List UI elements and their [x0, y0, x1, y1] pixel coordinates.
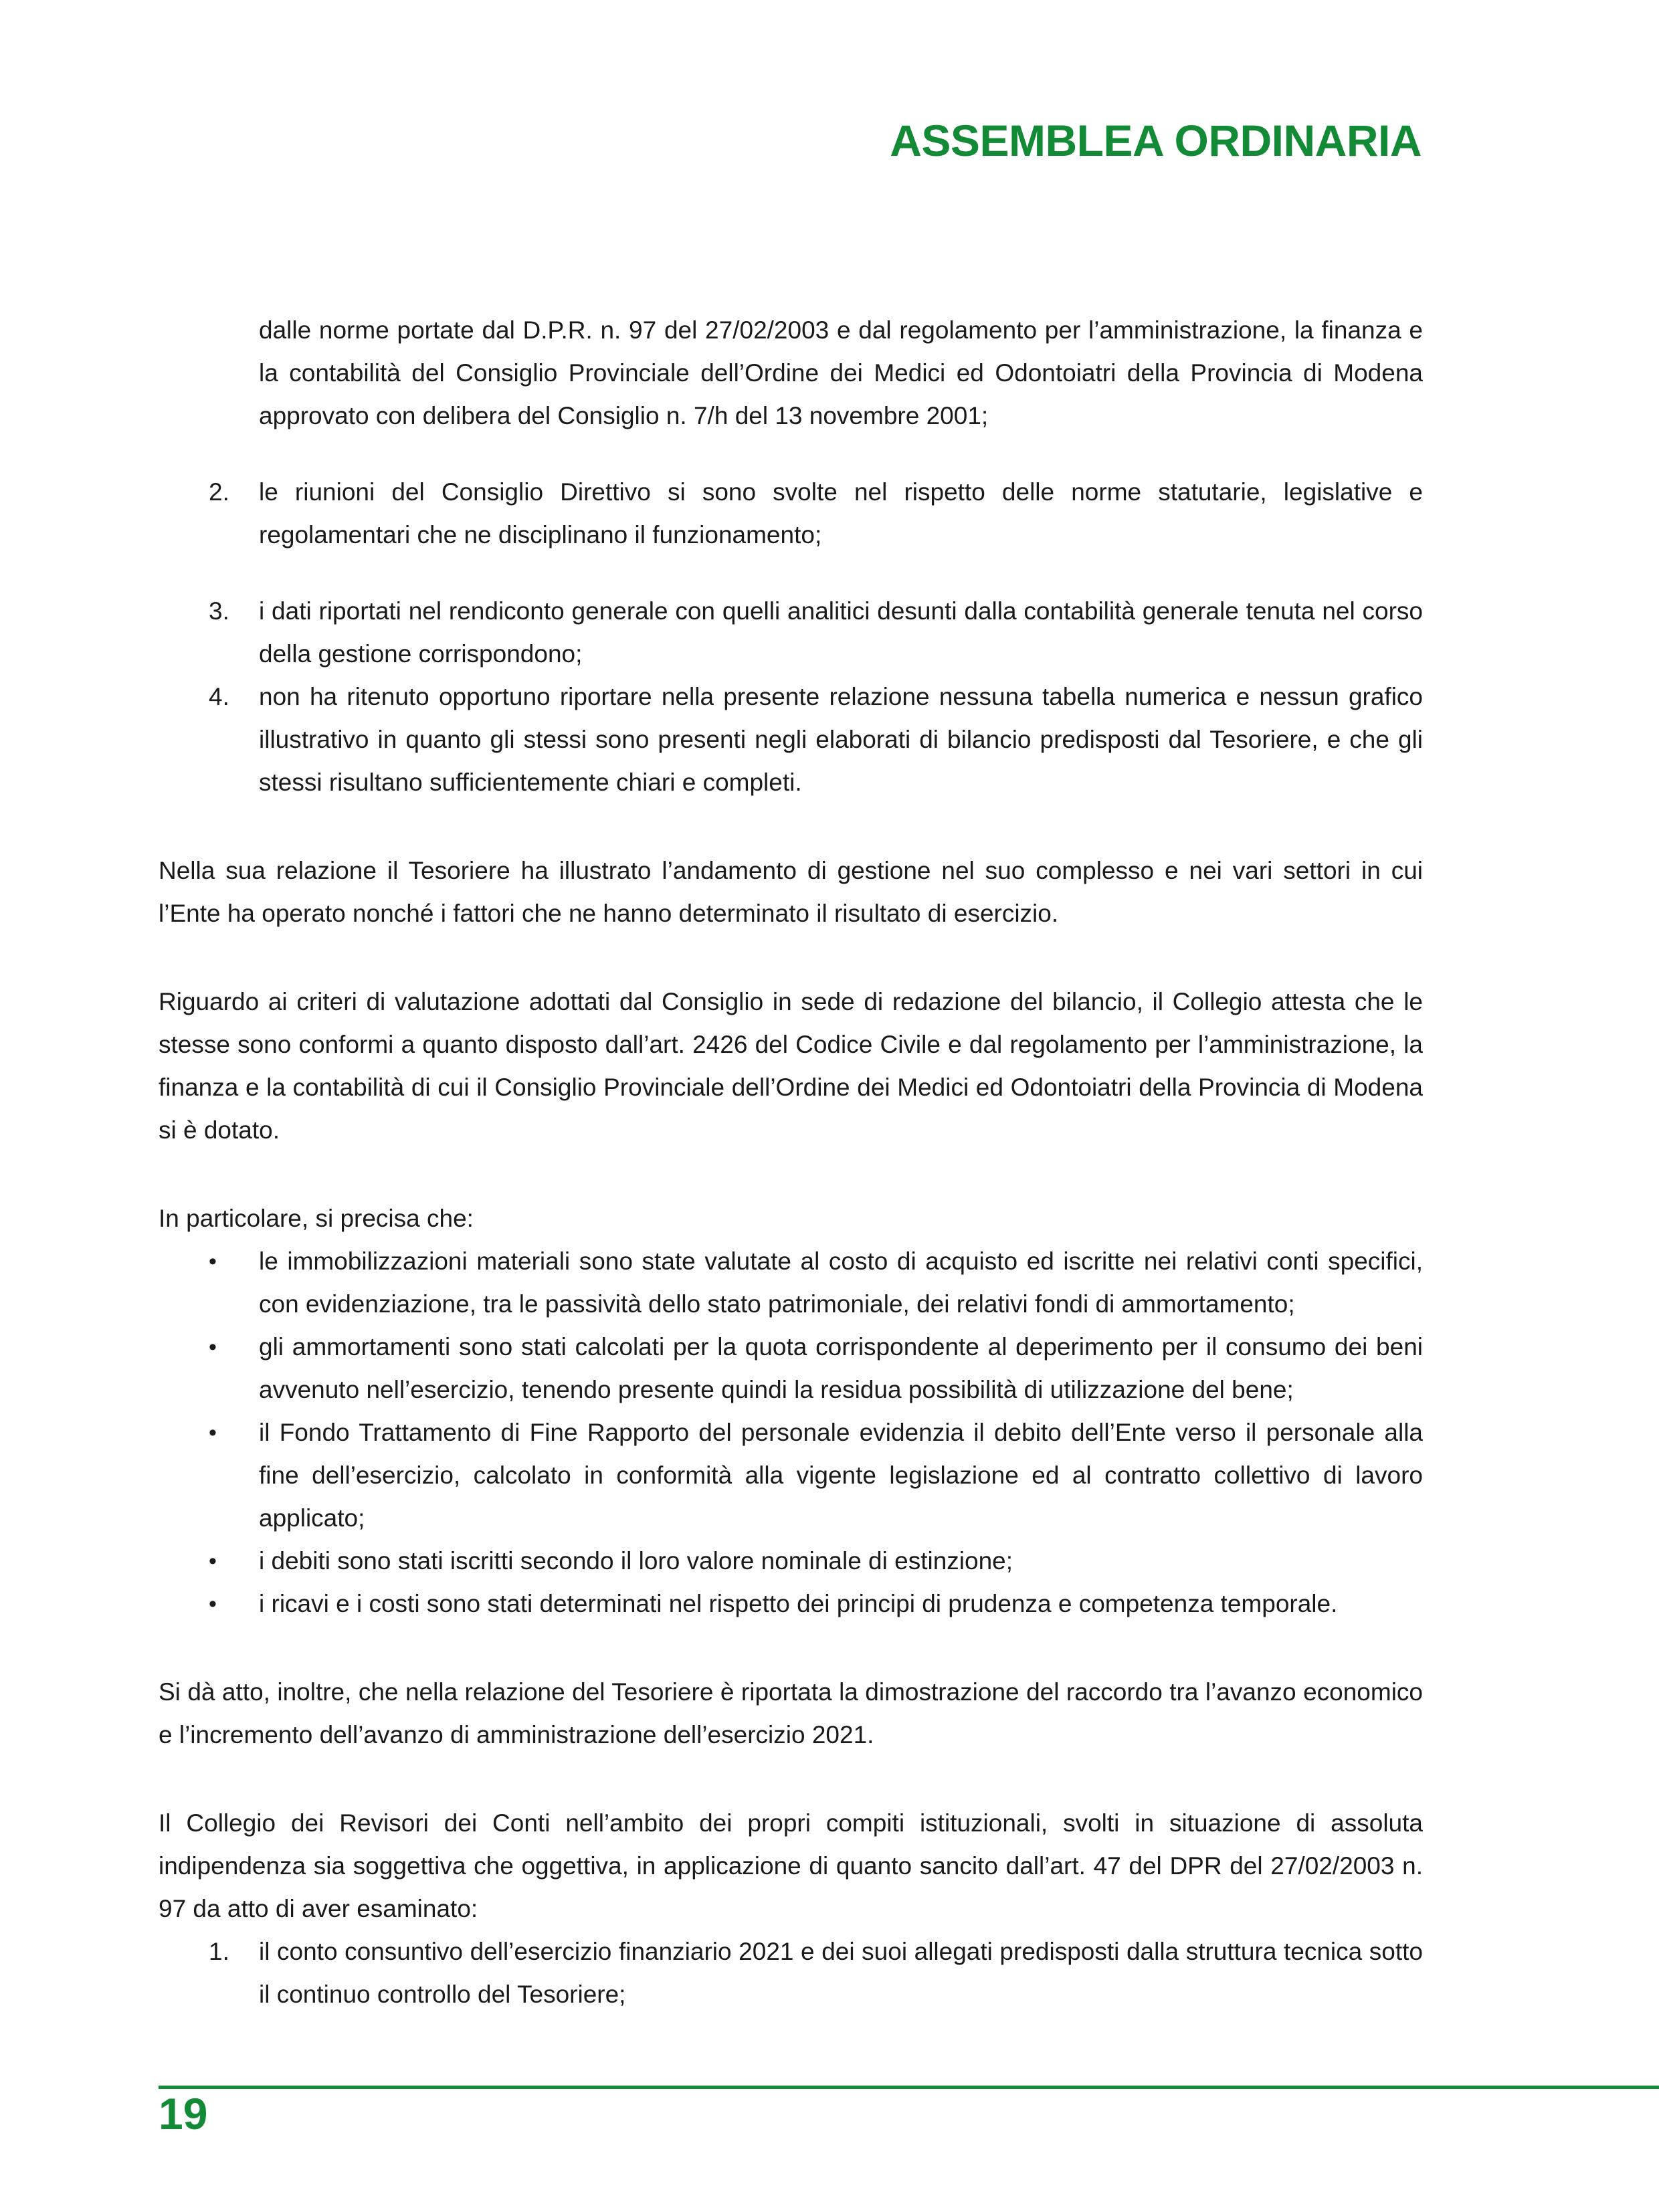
bullet-marker: • [209, 1420, 217, 1445]
list-item-text: i debiti sono stati iscritti secondo il loro valore nominale di estinzione; [259, 1547, 1013, 1575]
list-item-text: il Fondo Trattamento di Fine Rapporto del personale evidenzia il debito dell’Ente verso il personale alla fine dell’esercizio, calcolato in conformità alla vigente legislazione ed al contratto collettivo di lavoro applicato; [259, 1419, 1423, 1532]
list-item-text: il conto consuntivo dell’esercizio finanziario 2021 e dei suoi allegati predisposti dalla struttura tecnica sotto il continuo controllo del Tesoriere; [259, 1938, 1423, 2008]
bullet-marker: • [209, 1334, 217, 1360]
list-item [159, 590, 1423, 676]
list-item [159, 1930, 1423, 2016]
paragraph-raccordo: Si dà atto, inoltre, che nella relazione del Tesoriere è riportata la dimostrazione del raccordo tra l’avanzo economico e l’incremento dell’avanzo di amministrazione dell’esercizio 2021. [159, 1678, 1423, 1748]
paragraph-collegio: Il Collegio dei Revisori dei Conti nell’ambito dei propri compiti istituzionali, svolti in situazione di assoluta indipendenza sia soggettiva che oggettiva, in applicazione di quanto sancito dall’art. 47 del DPR del 27/02/2003 n. 97 da atto di aver esaminato: [159, 1809, 1423, 1922]
list-item-text: non ha ritenuto opportuno riportare nella presente relazione nessuna tabella numerica e nessun grafico illustrativo in quanto gli stessi sono presenti negli elaborati di bilancio predisposti dal Tesoriere, e che gli stessi risultano sufficientemente chiari e completi. [259, 683, 1423, 796]
list-item [159, 676, 1423, 804]
paragraph-particolare: In particolare, si precisa che: [159, 1205, 474, 1232]
footer-rule [159, 2086, 1659, 2089]
list-item [159, 1240, 1423, 1326]
bullet-marker: • [209, 1591, 217, 1617]
list-number: 2. [209, 478, 229, 506]
list-item-text: i dati riportati nel rendiconto generale con quelli analitici desunti dalla contabilità generale tenuta nel corso della gestione corrispondono; [259, 597, 1423, 668]
bullet-list [159, 1240, 1423, 1625]
paragraph-criteri: Riguardo ai criteri di valutazione adottati dal Consiglio in sede di redazione del bilancio, il Collegio attesta che le stesse sono conformi a quanto disposto dall’art. 2426 del Codice Civile e dal regolamento per l’amministrazione, la finanza e la contabilità di cui il Consiglio Provinciale dell’Ordine dei Medici ed Odontoiatri della Provincia di Modena si è dotato. [159, 988, 1423, 1144]
list-item-text: i ricavi e i costi sono stati determinati nel rispetto dei principi di prudenza e competenza temporale. [259, 1590, 1338, 1617]
list-number: 3. [209, 597, 229, 625]
list-item-text: le riunioni del Consiglio Direttivo si sono svolte nel rispetto delle norme statutarie, legislative e regolamentari che ne disciplinano il funzionamento; [259, 478, 1423, 548]
bullet-marker: • [209, 1548, 217, 1574]
document-body [159, 309, 1423, 2016]
bullet-marker: • [209, 1249, 217, 1274]
list-item [159, 1540, 1423, 1583]
list-item-text: le immobilizzazioni materiali sono state valutate al costo di acquisto ed iscritte nei relativi conti specifici, con evidenziazione, tra le passività dello stato patrimoniale, dei relativi fondi di ammortamento; [259, 1247, 1423, 1318]
intro-continuation: dalle norme portate dal D.P.R. n. 97 del 27/02/2003 e dal regolamento per l’amministrazione, la finanza e la contabilità del Consiglio Provinciale dell’Ordine dei Medici ed Odontoiatri della Provincia di Modena approvato con delibera del Consiglio n. 7/h del 13 novembre 2001; [259, 316, 1423, 429]
list-number: 4. [209, 683, 229, 710]
first-numbered-list [159, 471, 1423, 804]
final-numbered-list [159, 1930, 1423, 2016]
page-header-title: ASSEMBLEA ORDINARIA [890, 116, 1422, 165]
list-item [159, 1411, 1423, 1540]
page-number: 19 [159, 2089, 208, 2138]
list-item [159, 1583, 1423, 1625]
list-number: 1. [209, 1938, 229, 1965]
list-item [159, 1326, 1423, 1411]
list-item-text: gli ammortamenti sono stati calcolati per la quota corrispondente al deperimento per il consumo dei beni avvenuto nell’esercizio, tenendo presente quindi la residua possibilità di utilizzazione del bene; [259, 1333, 1423, 1403]
list-item [159, 471, 1423, 557]
paragraph-tesoriere: Nella sua relazione il Tesoriere ha illustrato l’andamento di gestione nel suo complesso e nei vari settori in cui l’Ente ha operato nonché i fattori che ne hanno determinato il risultato di esercizio. [159, 857, 1423, 927]
